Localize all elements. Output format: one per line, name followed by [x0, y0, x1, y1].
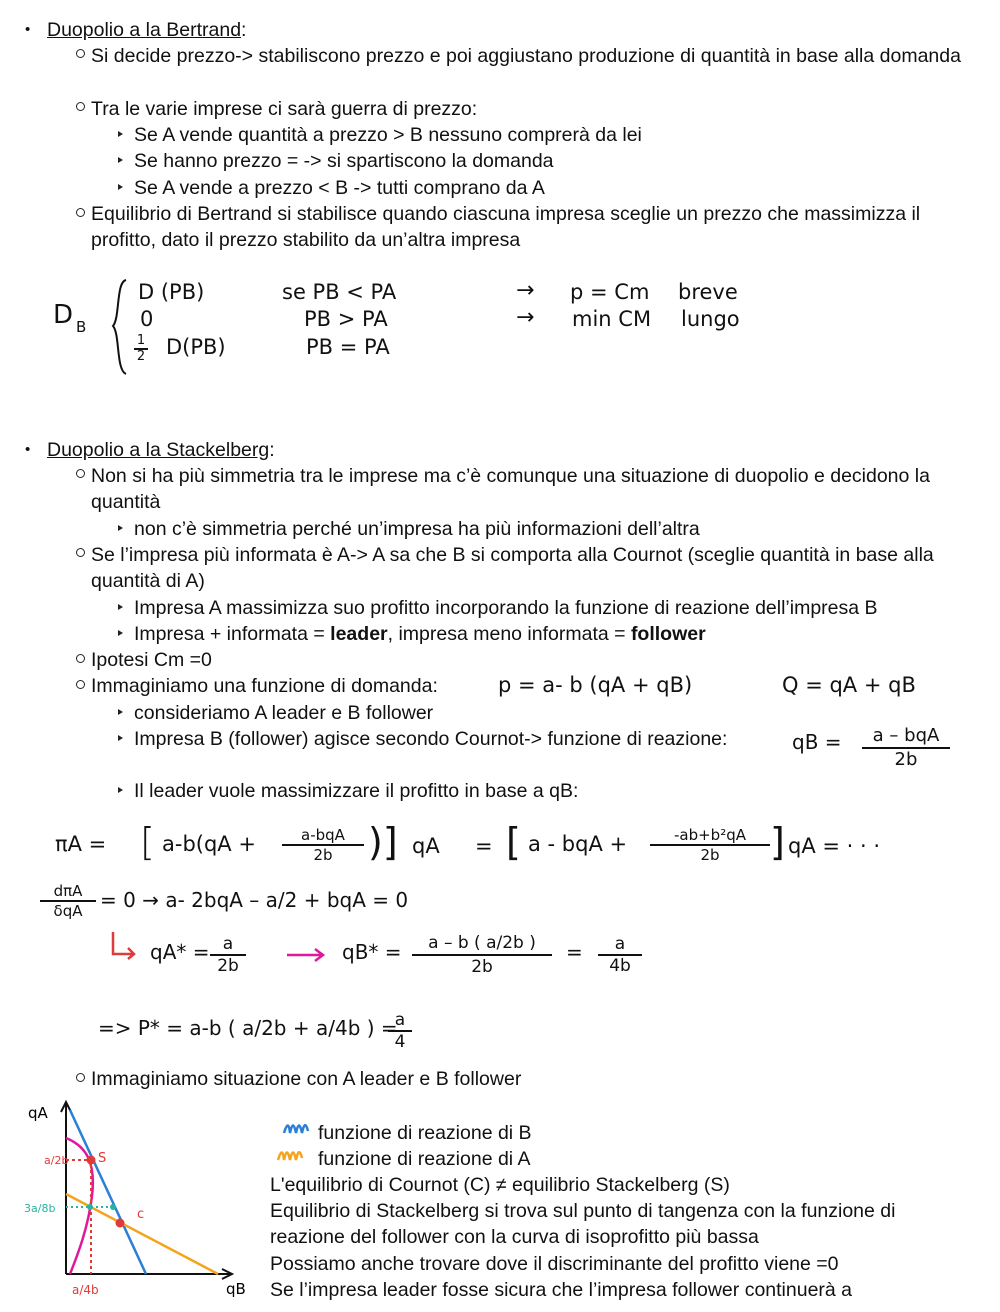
- equals: =: [475, 834, 493, 858]
- note: Equilibrio di Stackelberg si trova sul punto di tangenza con la funzione di reazione del follower con la curva di isoprofitto più bassa: [270, 1200, 896, 1248]
- fraction-numerator: 1: [136, 333, 146, 348]
- reaction-curve-b: [70, 1110, 146, 1274]
- bracket-close: ]: [770, 820, 785, 864]
- stackelberg-graph: [20, 1098, 260, 1312]
- case-3: D(PB): [166, 335, 226, 359]
- list-item: Ipotesi Cm =0: [91, 649, 212, 671]
- condition-2: PB > PA: [304, 307, 388, 331]
- profit-mid: a-b(qA +: [162, 832, 256, 856]
- fraction-numerator: a-bqA: [301, 826, 345, 844]
- bullet: [76, 102, 85, 111]
- bullet: •: [25, 21, 31, 38]
- profit-tail: qA = · · ·: [788, 834, 881, 858]
- note: Se l’impresa leader fosse sicura che l’impresa follower continuerà a: [270, 1279, 853, 1301]
- bertrand-heading: Duopolio a la Bertrand:: [47, 19, 247, 41]
- bullet: [76, 1073, 85, 1082]
- price-fraction: [388, 1010, 412, 1052]
- list-item: consideriamo A leader e B follower: [134, 702, 434, 724]
- bullet: [76, 208, 85, 217]
- legend-label-blue: funzione di reazione di B: [318, 1122, 532, 1144]
- point-c-label: c: [137, 1207, 145, 1222]
- case-1: D (PB): [138, 280, 205, 304]
- profit-rhs-fraction: [650, 826, 770, 864]
- tick-label-x: a/4b: [72, 1283, 99, 1297]
- bullet: [118, 709, 123, 715]
- total-quantity: Q = qA + qB: [782, 673, 916, 697]
- case-2: 0: [140, 307, 154, 331]
- price-equation: => P* = a-b ( a/2b + a/4b ) =: [98, 1016, 398, 1040]
- profit-qa: qA: [412, 834, 440, 858]
- result-short: p = Cm: [570, 280, 650, 304]
- bullet: [118, 630, 123, 636]
- bracket-open: [: [140, 820, 155, 864]
- reaction-lhs: qB =: [792, 730, 842, 754]
- profit-lhs: πA =: [55, 832, 107, 856]
- tick-label-y1: a/2b: [44, 1154, 69, 1167]
- bullet: [76, 469, 85, 478]
- bullet: [118, 787, 123, 793]
- stackelberg-heading: Duopolio a la Stackelberg:: [47, 439, 275, 461]
- qb-star: qB* =: [342, 940, 402, 964]
- arrow-right-icon: →: [516, 278, 535, 303]
- fraction-denominator: 2b: [282, 844, 364, 864]
- x-axis-label: qB: [226, 1280, 246, 1298]
- note: Possiamo anche trovare dove il discriminante del profitto viene =0: [270, 1253, 839, 1275]
- fraction-denominator: 4: [388, 1030, 412, 1052]
- qa-star: qA* =: [150, 940, 210, 964]
- term-long: lungo: [681, 307, 740, 331]
- demand-subscript: B: [76, 318, 87, 336]
- demand-symbol: D: [53, 300, 74, 330]
- bullet: [76, 680, 85, 689]
- bullet: •: [25, 441, 31, 458]
- fraction-numerator: a: [614, 934, 626, 954]
- fraction-denominator: 2b: [412, 954, 552, 978]
- list-item: Se A vende quantità a prezzo > B nessuno comprerà da lei: [134, 124, 642, 146]
- foc-equation: = 0 → a- 2bqA – a/2 + bqA = 0: [100, 888, 409, 912]
- fraction-numerator: -ab+b²qA: [673, 826, 746, 844]
- corner-arrow-icon: [108, 930, 136, 960]
- point-s-label: S: [98, 1151, 107, 1166]
- qa-fraction: [210, 934, 246, 976]
- tick-label-y2: 3a/8b: [24, 1202, 56, 1215]
- brace-icon: [110, 278, 130, 376]
- term-short: breve: [678, 280, 738, 304]
- fraction-denominator: 2: [134, 348, 148, 364]
- bracket-open: [: [506, 820, 521, 864]
- list-item: Tra le varie imprese ci sarà guerra di prezzo:: [91, 98, 478, 120]
- bullet: [118, 184, 123, 190]
- bullet: [76, 548, 85, 557]
- condition-3: PB = PA: [306, 335, 390, 359]
- point-s: [87, 1156, 96, 1165]
- list-item: Impresa + informata = leader, impresa meno informata = follower: [134, 623, 706, 645]
- list-item: Immaginiamo una funzione di domanda:: [91, 675, 438, 697]
- bullet: [118, 157, 123, 163]
- arrow-right-icon: →: [516, 305, 535, 330]
- fraction-denominator: δqA: [40, 900, 96, 920]
- bullet: [118, 604, 123, 610]
- fraction-numerator: dπA: [53, 882, 83, 900]
- fraction-half: [134, 334, 148, 364]
- point-marker: [110, 1204, 116, 1210]
- list-item: non c’è simmetria perché un’impresa ha più informazioni dell’altra: [134, 518, 700, 540]
- demand-function: p = a- b (qA + qB): [498, 673, 693, 697]
- point-c: [116, 1219, 125, 1228]
- note: L'equilibrio di Cournot (C) ≠ equilibrio Stackelberg (S): [270, 1174, 730, 1196]
- bullet: [118, 735, 123, 741]
- equals: =: [566, 940, 583, 964]
- arrow-right-icon: [285, 946, 327, 964]
- list-item: Se hanno prezzo = -> si spartiscono la domanda: [134, 150, 554, 172]
- bullet: [118, 131, 123, 137]
- fraction-denominator: 2b: [210, 954, 246, 976]
- reaction-fraction: [862, 725, 950, 771]
- list-item: Impresa B (follower) agisce secondo Cournot-> funzione di reazione:: [134, 728, 728, 750]
- foc-derivative: [40, 882, 96, 920]
- fraction-denominator: 2b: [650, 844, 770, 864]
- bullet: [76, 654, 85, 663]
- list-item: Il leader vuole massimizzare il profitto in base a qB:: [134, 780, 579, 802]
- list-item: Impresa A massimizza suo profitto incorporando la funzione di reazione dell’impresa B: [134, 597, 878, 619]
- condition-1: se PB < PA: [282, 280, 397, 304]
- fraction-denominator: 4b: [598, 954, 642, 976]
- qb-result-fraction: [598, 934, 642, 976]
- list-item: Non si ha più simmetria tra le imprese ma c’è comunque una situazione di duopolio e decidono la quantità: [91, 465, 930, 513]
- profit-rhs: a - bqA +: [528, 832, 628, 856]
- legend-swatch-orange-icon: [276, 1148, 304, 1164]
- qb-fraction: [412, 932, 552, 978]
- fraction-numerator: a: [394, 1010, 406, 1030]
- fraction-numerator: a – b ( a/2b ): [428, 933, 536, 953]
- list-item: Immaginiamo situazione con A leader e B follower: [91, 1068, 522, 1090]
- list-item: Se l’impresa più informata è A-> A sa che B si comporta alla Cournot (sceglie quantità in base alla quantità di A): [91, 544, 934, 592]
- fraction-denominator: 2b: [862, 747, 950, 771]
- bullet: [76, 49, 85, 58]
- fraction-numerator: a – bqA: [872, 725, 940, 746]
- result-long: min CM: [572, 307, 652, 331]
- bracket-close: )]: [368, 820, 398, 864]
- point-marker: [87, 1204, 93, 1210]
- y-axis-label: qA: [28, 1104, 48, 1122]
- list-item: Si decide prezzo-> stabiliscono prezzo e poi aggiustano produzione di quantità in base alla domanda: [91, 45, 961, 67]
- bullet: [118, 525, 123, 531]
- list-item: Se A vende a prezzo < B -> tutti comprano da A: [134, 177, 545, 199]
- list-item: Equilibrio di Bertrand si stabilisce quando ciascuna impresa sceglie un prezzo che massimizza il profitto, dato il prezzo stabilito da un’altra impresa: [91, 203, 921, 251]
- profit-fraction: [282, 826, 364, 864]
- fraction-numerator: a: [222, 934, 234, 954]
- legend-swatch-blue-icon: [282, 1121, 310, 1137]
- legend-label-orange: funzione di reazione di A: [318, 1148, 531, 1170]
